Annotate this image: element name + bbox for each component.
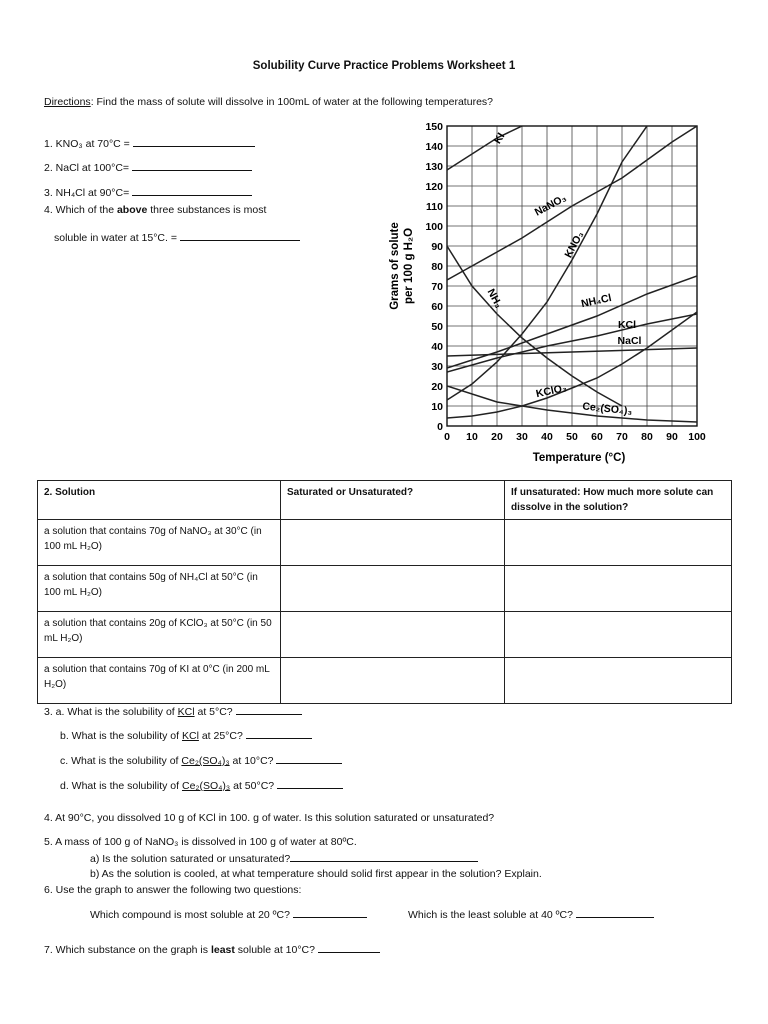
compound-kcl: KCl [181, 730, 199, 742]
x-tick-label: 20 [491, 431, 503, 443]
question-6-left [90, 908, 367, 921]
x-axis-label: Temperature (°C) [532, 452, 626, 464]
y-tick-label: 70 [431, 281, 443, 293]
question-1-1-text: 1. KNO₃ at 70°C = [44, 138, 133, 150]
y-tick-label: 120 [425, 181, 443, 193]
table-row [38, 612, 732, 658]
table-cell[interactable] [281, 520, 505, 566]
x-tick-label: 10 [466, 431, 478, 443]
directions-text: : Find the mass of solute will dissolve in 100mL of water at the following temperatures? [90, 96, 493, 108]
y-tick-label: 10 [431, 401, 443, 413]
y-tick-label: 130 [425, 161, 443, 173]
compound-kcl: KCl [177, 706, 195, 718]
worksheet-title: Solubility Curve Practice Problems Worksheet 1 [252, 60, 516, 72]
question-7-text-b: soluble at 10°C? [234, 944, 318, 956]
x-tick-label: 30 [516, 431, 528, 443]
series-label: NaNO₃ [532, 192, 569, 219]
table-header: If unsaturated: How much more solute can dissolve in the solution? [505, 481, 732, 520]
question-1-4-line2-text: soluble in water at 15°C. = [54, 232, 180, 244]
question-1-1 [44, 137, 255, 150]
answer-blank[interactable] [132, 161, 252, 171]
question-5: 5. A mass of 100 g of NaNO₃ is dissolved in 100 g of water at 80ºC. [44, 836, 357, 848]
y-tick-label: 80 [431, 261, 443, 273]
question-5a [90, 852, 478, 865]
table-header: 2. Solution [38, 481, 281, 520]
table-cell: a solution that contains 20g of KClO₃ at 50°C (in 50 mL H₂O) [38, 612, 281, 658]
answer-blank[interactable] [133, 137, 255, 147]
series-label: NH₃ [484, 286, 505, 311]
answer-blank[interactable] [576, 908, 654, 918]
series-line [447, 126, 522, 170]
series-label: KCl [617, 319, 637, 331]
table-cell: a solution that contains 50g of NH₄Cl at 50°C (in 100 mL H₂O) [38, 566, 281, 612]
table-header-row [38, 481, 732, 520]
series-label: Ce₂(SO₄)₃ [581, 400, 633, 418]
y-tick-label: 40 [431, 341, 443, 353]
series-label: KNO₃ [562, 229, 587, 260]
x-tick-label: 0 [444, 431, 450, 443]
series-label: NH₄Cl [580, 292, 613, 311]
table-cell: a solution that contains 70g of KI at 0°C (in 200 mL H₂O) [38, 658, 281, 704]
answer-blank[interactable] [293, 908, 367, 918]
answer-blank[interactable] [318, 943, 380, 953]
question-6: 6. Use the graph to answer the following two questions: [44, 884, 302, 896]
table-cell[interactable] [505, 520, 732, 566]
y-tick-label: 90 [431, 241, 443, 253]
question-3b [60, 729, 312, 742]
y-tick-label: 110 [426, 201, 443, 213]
table-cell[interactable] [505, 612, 732, 658]
x-tick-label: 50 [566, 431, 578, 443]
question-3d-post: at 50°C? [230, 780, 278, 792]
question-6-right [408, 908, 654, 921]
question-7-text-a: 7. Which substance on the graph is [44, 944, 211, 956]
answer-blank[interactable] [246, 729, 312, 739]
series-label: KClO₃ [534, 381, 568, 401]
table-cell[interactable] [281, 566, 505, 612]
question-7 [44, 943, 380, 956]
table-cell: a solution that contains 70g of NaNO₃ at 30°C (in 100 mL H₂O) [38, 520, 281, 566]
question-3a-post: at 5°C? [194, 706, 236, 718]
question-3a-text: 3. a. What is the solubility of [44, 706, 178, 718]
question-1-2-text: 2. NaCl at 100°C= [44, 162, 132, 174]
question-3b-post: at 25°C? [198, 730, 246, 742]
question-3d [60, 779, 343, 792]
question-3a [44, 705, 302, 718]
y-tick-label: 50 [431, 321, 443, 333]
answer-blank[interactable] [236, 705, 302, 715]
series-label: NaCl [617, 335, 642, 347]
directions [44, 96, 493, 108]
y-tick-label: 20 [431, 381, 443, 393]
y-tick-label: 30 [431, 361, 443, 373]
table-row [38, 658, 732, 704]
series-label: KI [491, 130, 508, 147]
y-tick-label: 100 [425, 221, 443, 233]
x-tick-label: 40 [541, 431, 553, 443]
question-5b: b) As the solution is cooled, at what temperature should solid first appear in the solution? Explain. [90, 868, 542, 880]
y-axis-label: per 100 g H₂O [403, 227, 415, 305]
x-tick-label: 70 [616, 431, 628, 443]
question-1-4-line2 [54, 231, 300, 244]
table-cell[interactable] [505, 658, 732, 704]
question-1-4 [44, 204, 266, 216]
table-cell[interactable] [281, 658, 505, 704]
question-1-4-bold: above [116, 204, 148, 216]
table-header: Saturated or Unsaturated? [281, 481, 505, 520]
question-6-left-text: Which compound is most soluble at 20 ºC? [90, 909, 293, 921]
table-row [38, 520, 732, 566]
compound-ce2so43: Ce₂(SO₄)₃ [181, 780, 231, 792]
answer-blank[interactable] [290, 852, 478, 862]
compound-ce2so43: Ce₂(SO₄)₃ [181, 755, 230, 767]
question-3c-post: at 10°C? [229, 755, 277, 767]
answer-blank[interactable] [277, 779, 343, 789]
table-row [38, 566, 732, 612]
question-3b-text: b. What is the solubility of [60, 730, 182, 742]
x-tick-label: 100 [688, 431, 706, 443]
answer-blank[interactable] [132, 186, 252, 196]
y-tick-label: 140 [425, 141, 443, 153]
y-tick-label: 0 [437, 421, 443, 433]
question-6-right-text: Which is the least soluble at 40 ºC? [408, 909, 576, 921]
x-tick-label: 60 [591, 431, 603, 443]
table-cell[interactable] [505, 566, 732, 612]
x-tick-label: 80 [641, 431, 653, 443]
answer-blank[interactable] [180, 231, 300, 241]
question-3d-text: d. What is the solubility of [60, 780, 182, 792]
table-cell[interactable] [281, 612, 505, 658]
question-3c [60, 754, 342, 767]
question-1-2 [44, 161, 252, 174]
question-1-4-text-b: three substances is most [147, 204, 267, 216]
solubility-curve-chart [380, 115, 725, 470]
question-1-3 [44, 186, 252, 199]
question-3c-text: c. What is the solubility of [60, 755, 182, 767]
question-5a-text: a) Is the solution saturated or unsaturated? [90, 853, 291, 865]
question-1-4-text-a: 4. Which of the [44, 204, 117, 216]
solution-table [37, 480, 732, 704]
y-axis-label: Grams of solute [389, 222, 401, 310]
x-tick-label: 90 [666, 431, 678, 443]
question-1-3-text: 3. NH₄Cl at 90°C= [44, 187, 133, 199]
question-4: 4. At 90°C, you dissolved 10 g of KCl in 100. g of water. Is this solution saturated or unsaturated? [44, 812, 495, 824]
answer-blank[interactable] [276, 754, 342, 764]
y-tick-label: 150 [425, 121, 443, 133]
y-tick-label: 60 [431, 301, 443, 313]
directions-label: Directions [44, 96, 91, 108]
question-7-bold: least [210, 944, 235, 956]
